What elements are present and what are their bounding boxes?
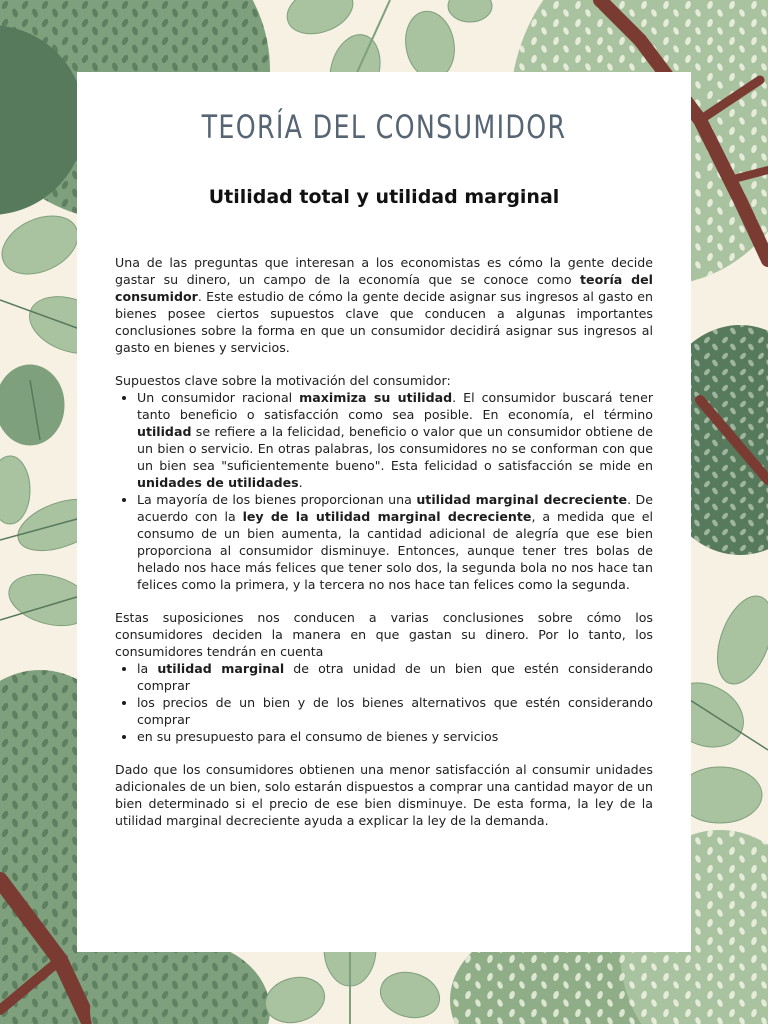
- list-item: [137, 491, 653, 593]
- page-title: TEORÍA DEL CONSUMIDOR: [201, 108, 567, 146]
- assumption-1-text-4: .: [298, 475, 303, 490]
- assumption-1-text-3: se refiere a la felicidad, beneficio o valor que un consumidor obtiene de un bien o servicio. En otras palabras, los consumidores no se conforman con que un bien sea "suficientemente bueno". Esta felicidad o satisfacción se mide en: [137, 424, 653, 473]
- conclusions-list: [115, 660, 653, 745]
- conclusion-1-text-1: la: [137, 661, 158, 676]
- section-subtitle: Utilidad total y utilidad marginal: [208, 186, 560, 208]
- assumption-1-bold-1: maximiza su utilidad: [299, 390, 453, 405]
- assumptions-heading: Supuestos clave sobre la motivación del consumidor:: [115, 373, 451, 388]
- assumption-2-bold-2: ley de la utilidad marginal decreciente: [242, 509, 532, 524]
- intro-paragraph: [115, 254, 653, 356]
- list-item: • los precios de un bien y de los bienes alternativos que estén considerando comprar: [137, 694, 653, 728]
- closing-paragraph: Dado que los consumidores obtienen una menor satisfacción al consumir unidades adicionales de un bien, solo estarán dispuestos a comprar una cantidad mayor de un bien determinado si el precio de ese bien disminuye. De esta forma, la ley de la utilidad marginal decreciente ayuda a explicar la ley de la demanda.: [115, 762, 653, 828]
- conclusion-1-text-2: de otra unidad de un bien que estén considerando comprar: [137, 661, 653, 693]
- assumption-2-text-2: . De acuerdo con la: [137, 492, 654, 524]
- conclusion-1-bold: utilidad marginal: [157, 661, 285, 676]
- list-item: [137, 660, 653, 694]
- intro-text-1: Una de las preguntas que interesan a los economistas es cómo la gente decide gastar su dinero, un campo de la economía que se conoce como: [115, 255, 653, 287]
- assumptions-list: [115, 389, 653, 593]
- document-body: [115, 254, 653, 845]
- assumption-1-text-1: Un consumidor racional: [137, 390, 300, 405]
- assumption-1-text-2: . El consumidor buscará tener tanto beneficio o satisfacción como sea posible. En economía, el término: [137, 390, 654, 422]
- assumption-1-bold-3: unidades de utilidades: [137, 475, 299, 490]
- list-item: • en su presupuesto para el consumo de bienes y servicios: [137, 728, 653, 745]
- conclusions-intro: Estas suposiciones nos conducen a varias conclusiones sobre cómo los consumidores deciden la manera en que gastan su dinero. Por lo tanto, los consumidores tendrán en cuenta: [115, 610, 653, 659]
- intro-bold-term: teoría del consumidor: [115, 272, 653, 304]
- assumption-2-text-1: La mayoría de los bienes proporcionan una: [137, 492, 417, 507]
- assumption-2-bold-1: utilidad marginal decreciente: [416, 492, 628, 507]
- assumption-1-bold-2: utilidad: [137, 424, 192, 439]
- list-item: [137, 389, 653, 491]
- content-card: [77, 72, 691, 952]
- intro-text-2: . Este estudio de cómo la gente decide asignar sus ingresos al gasto en bienes posee ciertos supuestos clave que conducen a algunas importantes conclusiones sobre la forma en que un consumidor decidirá asignar sus ingresos al gasto en bienes y servicios.: [115, 289, 653, 355]
- assumption-2-text-3: , a medida que el consumo de un bien aumenta, la cantidad adicional de alegría que ese bien proporciona al consumidor disminuye. Entonces, aunque tener tres bolas de helado nos hace más felices que tener solo dos, la segunda bola no nos hace tan felices como la primera, y la tercera no nos hace tan felices como la segunda.: [137, 509, 653, 592]
